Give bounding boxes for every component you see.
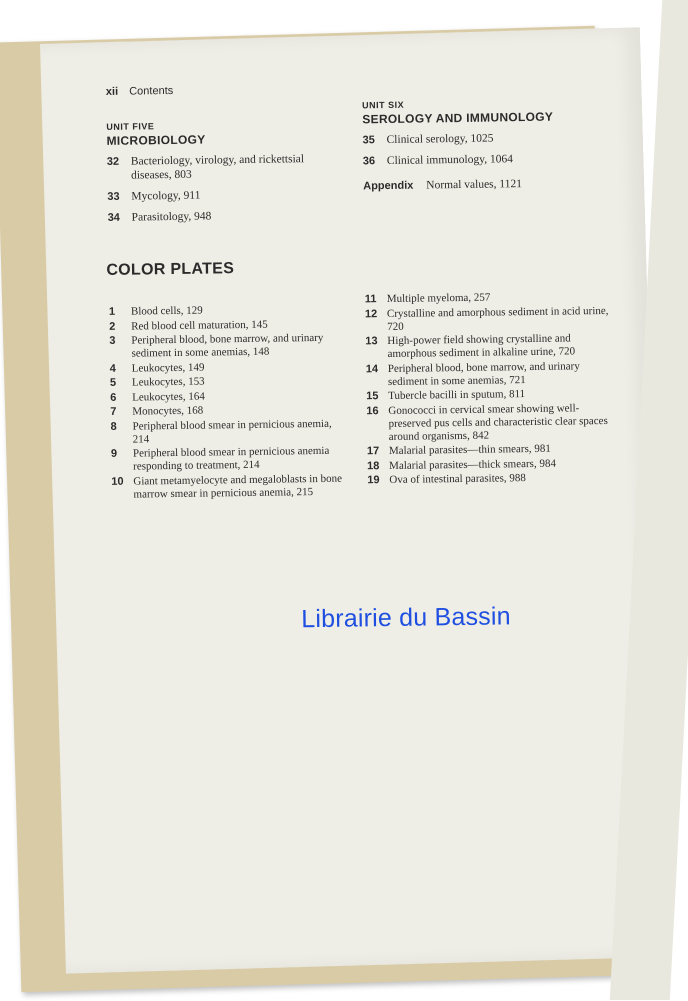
entry-text: Tubercle bacilli in sputum, 811 <box>388 388 526 403</box>
entry-text: Leukocytes, 164 <box>132 390 205 404</box>
entry-number: 9 <box>110 447 118 460</box>
color-plates-title: COLOR PLATES <box>106 260 235 279</box>
unit-five-title: MICROBIOLOGY <box>106 132 206 148</box>
plate-entry <box>366 401 617 443</box>
entry-text: Mycology, 911 <box>131 189 201 203</box>
entry-text: Peripheral blood, bone marrow, and urinary sediment in some anemias, 721 <box>387 359 580 388</box>
entry-number: 3 <box>109 334 116 347</box>
unit-five-section <box>106 119 347 225</box>
entry-text: Crystalline and amorphous sediment in acid urine, 720 <box>386 304 609 333</box>
entry-text: Leukocytes, 149 <box>131 361 205 375</box>
appendix-entry <box>363 177 623 193</box>
entry-number: 6 <box>110 391 117 404</box>
entry-number: 11 <box>364 293 377 306</box>
entry-number: 34 <box>107 211 120 224</box>
entry-text: Parasitology, 948 <box>131 210 212 224</box>
plate-entry <box>110 359 342 375</box>
unit-six-section <box>362 97 623 193</box>
entry-text: High-power field showing crystalline and amorphous sediment in alkaline urine, 720 <box>387 332 576 361</box>
unit-six-label: UNIT SIX <box>362 99 405 111</box>
watermark-text: Librairie du Bassin <box>301 602 511 634</box>
entry-text: Peripheral blood, bone marrow, and urinary sediment in some anemias, 148 <box>131 331 324 360</box>
color-plates-right-column <box>365 290 618 489</box>
plate-entry <box>110 374 342 390</box>
entry-text: Malarial parasites—thin smears, 981 <box>388 442 551 457</box>
chapter-entry <box>107 152 347 183</box>
chapter-entry <box>363 151 623 169</box>
entry-number: 13 <box>365 335 378 348</box>
entry-number: 14 <box>365 362 379 375</box>
plate-entry <box>365 332 615 361</box>
plate-entry <box>109 303 341 319</box>
entry-number: 5 <box>109 376 117 389</box>
page-number: xii <box>105 85 119 98</box>
plate-entry <box>110 388 342 404</box>
plate-entry <box>111 472 343 501</box>
chapter-entry <box>107 187 347 204</box>
entry-text: Monocytes, 168 <box>132 404 204 418</box>
plate-entry <box>367 471 617 487</box>
entry-number: 12 <box>364 307 378 320</box>
entry-number: 7 <box>110 405 117 418</box>
appendix-label: Appendix <box>363 179 414 193</box>
entry-text: Ova of intestinal parasites, 988 <box>389 472 526 486</box>
entry-text: Gonococci in cervical smear showing well-preserved pus cells and characteristic clear spaces around organisms, 842 <box>388 401 608 443</box>
chapter-entry <box>362 130 622 148</box>
entry-text: Leukocytes, 153 <box>131 375 205 389</box>
entry-number: 32 <box>106 155 120 168</box>
running-head <box>106 85 173 98</box>
plate-entry <box>111 445 343 474</box>
entry-text: Bacteriology, virology, and rickettsial diseases, 803 <box>130 153 305 182</box>
entry-number: 1 <box>108 305 116 318</box>
entry-number: 18 <box>367 459 380 472</box>
entry-text: Red blood cell maturation, 145 <box>131 318 268 333</box>
unit-six-chapter-list <box>362 130 622 169</box>
entry-number: 17 <box>366 445 380 458</box>
plate-entry <box>110 403 342 419</box>
entry-number: 16 <box>366 404 379 417</box>
entry-text: Blood cells, 129 <box>130 304 203 318</box>
unit-six-title: SEROLOGY AND IMMUNOLOGY <box>362 109 554 127</box>
entry-text: Malarial parasites—thick smears, 984 <box>389 457 556 472</box>
entry-text: Multiple myeloma, 257 <box>386 291 491 306</box>
plate-entry <box>366 387 616 403</box>
entry-number: 35 <box>362 134 375 147</box>
entry-text: Clinical serology, 1025 <box>386 132 494 147</box>
plate-entry <box>109 317 341 333</box>
plate-entry <box>110 417 342 446</box>
plate-entry <box>365 304 615 333</box>
entry-text: Giant metamyelocyte and megaloblasts in bone marrow smear in pernicious anemia, 215 <box>133 472 343 501</box>
entry-text: Peripheral blood smear in pernicious anemia responding to treatment, 214 <box>132 444 330 473</box>
entry-text: Clinical immunology, 1064 <box>386 153 514 167</box>
running-head-title: Contents <box>129 84 174 98</box>
entry-number: 36 <box>362 155 376 168</box>
entry-text: Peripheral blood smear in pernicious anemia, 214 <box>132 417 332 446</box>
entry-number: 15 <box>366 390 379 403</box>
entry-number: 8 <box>110 420 117 433</box>
chapter-entry <box>108 208 348 225</box>
entry-number: 10 <box>111 475 124 488</box>
entry-number: 2 <box>109 320 116 333</box>
plate-entry <box>366 359 616 388</box>
entry-number: 4 <box>109 362 116 375</box>
unit-five-chapter-list <box>107 152 348 225</box>
entry-number: 19 <box>367 474 380 487</box>
entry-number: 33 <box>107 190 120 203</box>
color-plates-left-column <box>109 303 344 503</box>
unit-five-label: UNIT FIVE <box>106 121 155 132</box>
plate-entry <box>109 332 341 361</box>
appendix-text: Normal values, 1121 <box>426 178 523 192</box>
